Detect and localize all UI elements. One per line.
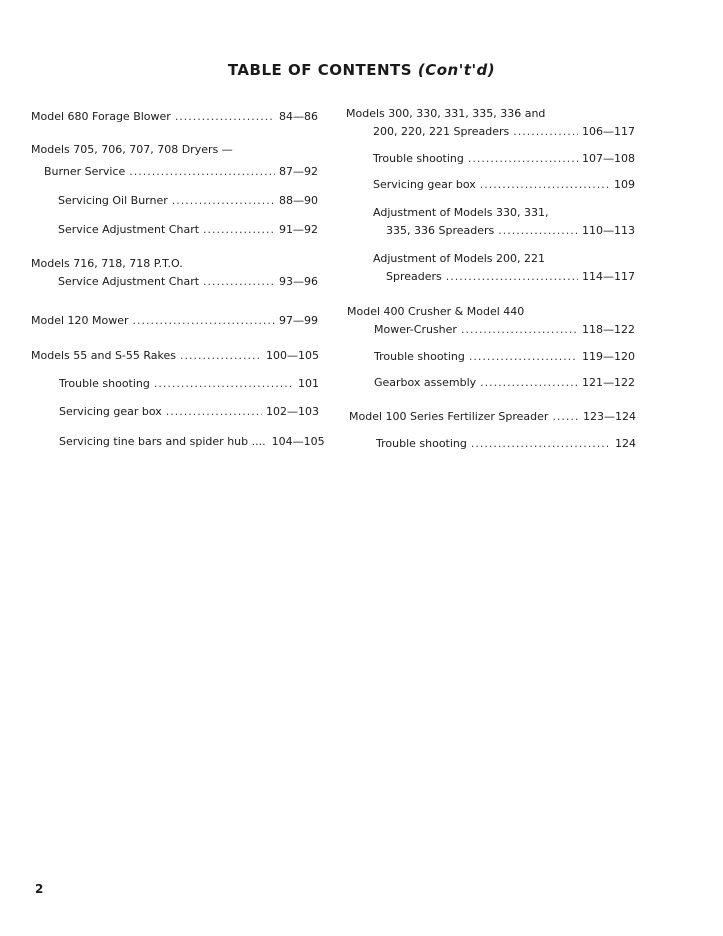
toc-entry-servicing-tine-bars[interactable] [59, 435, 325, 448]
leader-dots [203, 223, 275, 236]
leader-dots [133, 314, 275, 327]
toc-entry-label: Servicing gear box [59, 405, 162, 418]
toc-heading-adjustment-200: Adjustment of Models 200, 221 [373, 252, 545, 265]
toc-entry-label: Trouble shooting [373, 152, 464, 165]
toc-entry-mower-crusher[interactable] [374, 323, 635, 336]
toc-entry-label: Model 120 Mower [31, 314, 129, 327]
toc-entry-pages: 109 [614, 178, 635, 191]
leader-dots [446, 270, 578, 283]
toc-entry-pages: 119—120 [582, 350, 635, 363]
leader-dots [480, 376, 578, 389]
toc-entry-pages: 91—92 [279, 223, 318, 236]
toc-entry-label: Mower-Crusher [374, 323, 457, 336]
toc-entry-pages: 87—92 [279, 165, 318, 178]
toc-entry-label: Servicing tine bars and spider hub .... [59, 435, 266, 448]
leader-dots [498, 224, 578, 237]
toc-entry-servicing-gear-box-right[interactable] [373, 178, 635, 191]
toc-entry-label: Trouble shooting [374, 350, 465, 363]
leader-dots [552, 410, 579, 423]
toc-entry-label: Servicing gear box [373, 178, 476, 191]
toc-entry-trouble-shooting-1[interactable] [373, 152, 635, 165]
toc-entry-spreaders[interactable] [386, 270, 635, 283]
toc-heading-models-716: Models 716, 718, 718 P.T.O. [31, 257, 183, 270]
toc-entry-pages: 97—99 [279, 314, 318, 327]
leader-dots [480, 178, 610, 191]
toc-heading-adjustment-330: Adjustment of Models 330, 331, [373, 206, 549, 219]
toc-entry-service-adjustment-chart-2[interactable] [58, 275, 318, 288]
title-main: TABLE OF CONTENTS [227, 61, 413, 79]
toc-entry-pages: 102—103 [266, 405, 319, 418]
toc-entry-label: Trouble shooting [59, 377, 150, 390]
toc-entry-pages: 124 [615, 437, 636, 450]
toc-entry-servicing-oil-burner[interactable] [58, 194, 318, 207]
toc-entry-trouble-shooting-2[interactable] [374, 350, 635, 363]
toc-entry-pages: 123—124 [583, 410, 636, 423]
toc-entry-label: Model 680 Forage Blower [31, 110, 171, 123]
toc-entry-label: 335, 336 Spreaders [386, 224, 495, 237]
toc-entry-pages: 114—117 [582, 270, 635, 283]
toc-heading-model-400: Model 400 Crusher & Model 440 [347, 305, 525, 318]
page-title [0, 61, 723, 79]
toc-entry-models-55[interactable] [31, 349, 319, 362]
leader-dots [166, 405, 262, 418]
toc-entry-pages: 88—90 [279, 194, 318, 207]
toc-entry-label: Models 55 and S-55 Rakes [31, 349, 177, 362]
leader-dots [180, 349, 262, 362]
toc-entry-model-100[interactable] [349, 410, 636, 423]
toc-entry-pages: 118—122 [582, 323, 635, 336]
toc-entry-pages: 107—108 [582, 152, 635, 165]
toc-entry-pages: 121—122 [582, 376, 635, 389]
toc-entry-label: Model 100 Series Fertilizer Spreader [349, 410, 549, 423]
leader-dots [203, 275, 275, 288]
leader-dots [175, 110, 275, 123]
toc-entry-spreaders-200[interactable] [373, 125, 635, 138]
toc-entry-service-adjustment-chart-1[interactable] [58, 223, 318, 236]
toc-entry-label: Trouble shooting [376, 437, 467, 450]
toc-entry-model-120[interactable] [31, 314, 318, 327]
toc-entry-trouble-shooting-3[interactable] [376, 437, 636, 450]
leader-dots [154, 377, 294, 390]
toc-entry-model-680[interactable] [31, 110, 318, 123]
toc-entry-label: Burner Service [44, 165, 126, 178]
toc-entry-label: Gearbox assembly [374, 376, 477, 389]
title-contd: (Con't'd) [417, 61, 496, 79]
toc-entry-label: Servicing Oil Burner [58, 194, 168, 207]
toc-entry-label: 200, 220, 221 Spreaders [373, 125, 510, 138]
toc-entry-label: Spreaders [386, 270, 442, 283]
toc-entry-pages: 110—113 [582, 224, 635, 237]
toc-entry-trouble-shooting[interactable] [59, 377, 319, 390]
toc-entry-label: Service Adjustment Chart [58, 275, 200, 288]
toc-heading-models-300: Models 300, 330, 331, 335, 336 and [346, 107, 546, 120]
toc-entry-burner-service[interactable] [44, 165, 318, 178]
leader-dots [129, 165, 275, 178]
toc-entry-pages: 104—105 [271, 435, 325, 448]
leader-dots [461, 323, 578, 336]
toc-entry-pages: 84—86 [279, 110, 318, 123]
toc-entry-pages: 100—105 [266, 349, 319, 362]
leader-dots [468, 152, 578, 165]
toc-entry-pages: 93—96 [279, 275, 318, 288]
leader-dots [469, 350, 578, 363]
toc-heading-models-705: Models 705, 706, 707, 708 Dryers — [31, 143, 233, 156]
toc-entry-spreaders-335[interactable] [386, 224, 635, 237]
toc-entry-pages: 101 [298, 377, 319, 390]
toc-entry-pages: 106—117 [582, 125, 635, 138]
leader-dots [513, 125, 578, 138]
leader-dots [471, 437, 611, 450]
toc-entry-servicing-gear-box[interactable] [59, 405, 319, 418]
toc-entry-label: Service Adjustment Chart [58, 223, 200, 236]
toc-entry-gearbox-assembly[interactable] [374, 376, 635, 389]
leader-dots [172, 194, 275, 207]
page-number: 2 [35, 882, 44, 896]
